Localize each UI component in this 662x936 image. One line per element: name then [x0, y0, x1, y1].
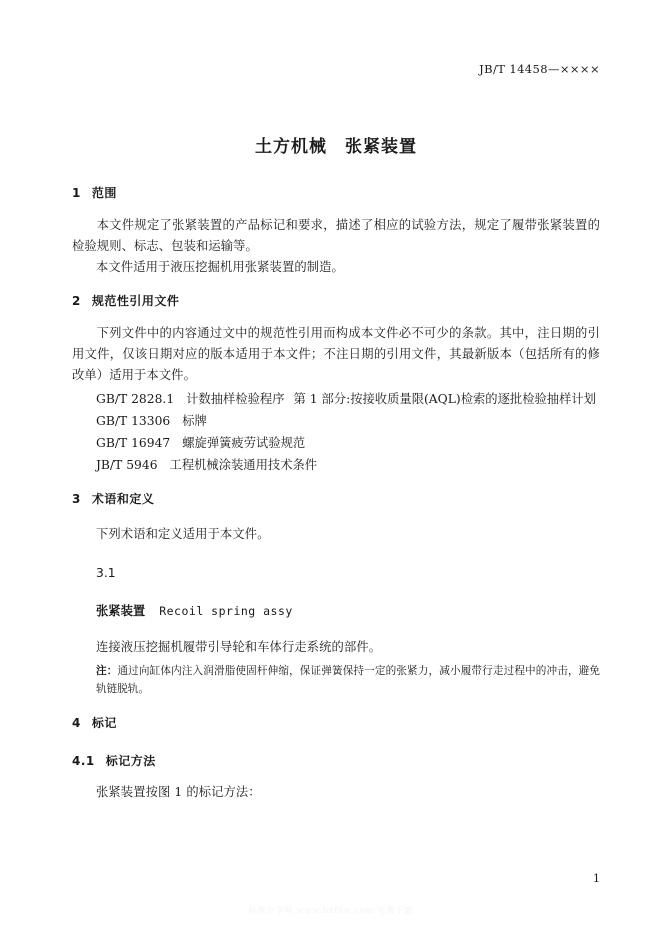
reference-code: GB/T 2828.1: [96, 392, 175, 406]
reference-name: 工程机械涂装通用技术条件: [169, 458, 318, 472]
note-label: 注：: [96, 665, 118, 677]
reference-name: 螺旋弹簧疲劳试验规范: [182, 436, 306, 450]
term-definition: 连接液压挖掘机履带引导轮和车体行走系统的部件。: [96, 640, 382, 654]
title-part-2: 张紧装置: [345, 137, 417, 157]
note-text: 通过向缸体内注入润滑脂使固杆伸缩，保证弹簧保持一定的张紧力，减小履带行走过程中的冲击，避免轨链脱轨。: [96, 665, 600, 695]
page-title: [72, 132, 600, 157]
reference-name: 标牌: [182, 414, 207, 428]
heading-terms-label: 术语和定义: [91, 492, 155, 506]
reference-code: GB/T 16947: [96, 436, 171, 450]
reference-code: GB/T 13306: [96, 414, 171, 428]
normative-references-intro: 下列文件中的内容通过文中的规范性引用而构成本文件必不可少的条款。其中，注日期的引用文件，仅该日期对应的版本适用于本文件；不注日期的引用文件，其最新版本（包括所有的修改单）适用于本文件。: [72, 326, 600, 382]
title-part-1: 土方机械: [255, 137, 327, 157]
reference-item: [96, 389, 596, 409]
term-entry: [96, 601, 293, 619]
term-number: 3.1: [96, 566, 116, 580]
heading-normative-references-label: 规范性引用文件: [91, 294, 180, 308]
scope-paragraph-1: 本文件规定了张紧装置的产品标记和要求，描述了相应的试验方法，规定了履带张紧装置的检验规则、标志、包装和运输等。: [72, 218, 600, 253]
heading-terms-and-definitions: [72, 490, 154, 507]
heading-scope: [72, 184, 117, 201]
scope-paragraph-2: 本文件适用于液压挖掘机用张紧装置的制造。: [96, 260, 344, 274]
reference-name: 计数抽样检验程序: [186, 392, 285, 406]
term-english: Recoil spring assy: [159, 604, 293, 618]
heading-marking: [72, 714, 117, 731]
terms-intro: 下列术语和定义适用于本文件。: [96, 527, 270, 541]
heading-marking-label: 标记: [91, 716, 117, 730]
reference-item: [96, 455, 317, 475]
reference-item: [96, 411, 207, 431]
footer-watermark: 标准分享网 www.bzfxw.com 免费下载: [248, 906, 414, 915]
reference-extra: 第 1 部分:按接收质量限(AQL)检索的逐批检验抽样计划: [293, 392, 596, 406]
heading-marking-number: 4: [72, 716, 81, 730]
heading-marking-method: [72, 752, 156, 769]
heading-marking-method-number: 4.1: [72, 754, 95, 768]
heading-terms-number: 3: [72, 492, 81, 506]
page-number: 1: [593, 872, 600, 885]
term-note: [96, 662, 600, 698]
term-chinese: 张紧装置: [96, 604, 146, 618]
heading-normative-references: [72, 292, 179, 309]
heading-scope-label: 范围: [91, 186, 117, 200]
reference-code: JB/T 5946: [96, 458, 158, 472]
reference-item: [96, 433, 305, 453]
heading-marking-method-label: 标记方法: [105, 754, 156, 768]
heading-normative-references-number: 2: [72, 294, 81, 308]
heading-scope-number: 1: [72, 186, 81, 200]
marking-method-paragraph: 张紧装置按图 1 的标记方法：: [96, 785, 261, 799]
page-header: JB/T 14458—××××: [479, 62, 600, 76]
